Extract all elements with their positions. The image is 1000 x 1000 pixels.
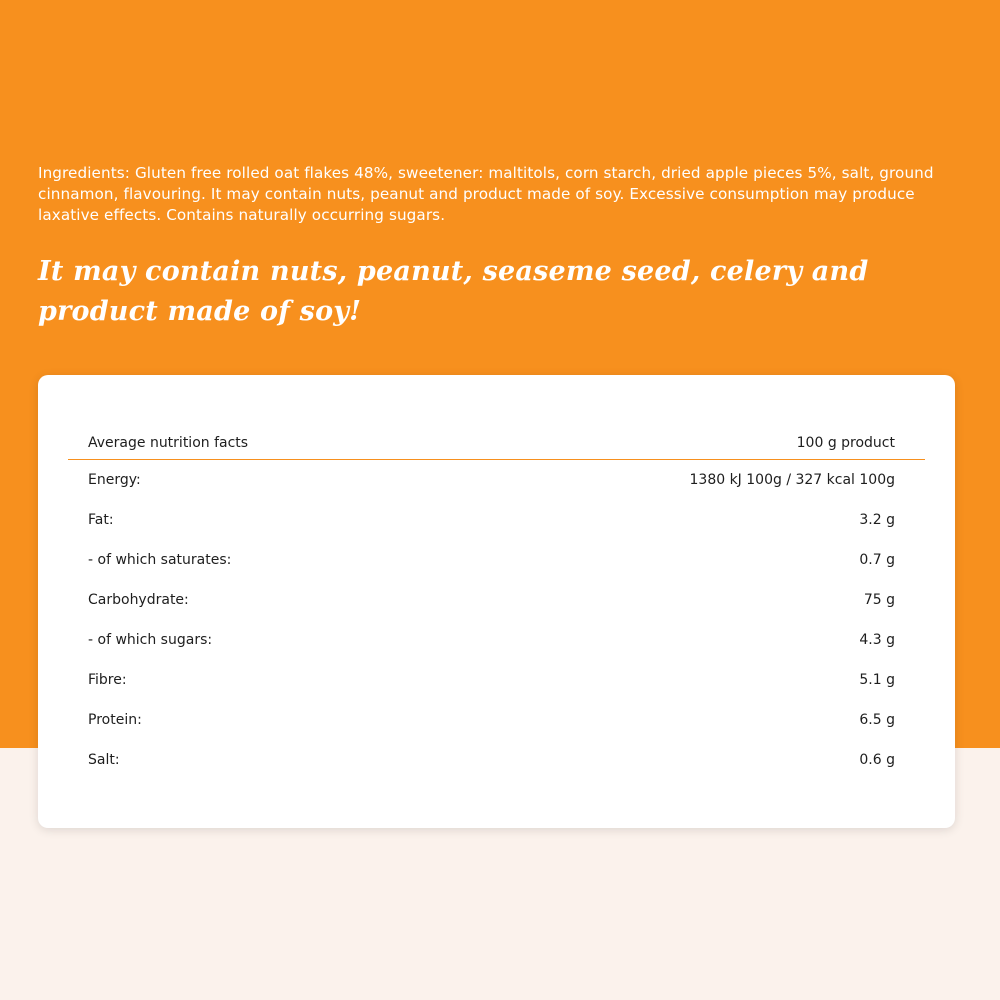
nutrition-row-label: Protein: <box>88 712 142 728</box>
nutrition-row-label: Fibre: <box>88 672 127 688</box>
allergen-warning: It may contain nuts, peanut, seaseme seed, celery and product made of soy! <box>38 256 869 327</box>
nutrition-table-body <box>68 468 925 788</box>
nutrition-row-value: 75 g <box>863 592 895 608</box>
nutrition-row-protein <box>68 708 925 748</box>
nutrition-row-salt <box>68 748 925 788</box>
nutrition-row-value: 6.5 g <box>859 712 895 728</box>
ingredients-text: Ingredients: Gluten free rolled oat flakes 48%, sweetener: maltitols, corn starch, dried apple pieces 5%, salt, ground cinnamon, flavouring. It may contain nuts, peanut and product made of soy. Excessive consumption may produce laxative effects. Contains naturally occurring sugars. <box>38 164 934 224</box>
nutrition-table-header <box>68 427 925 460</box>
nutrition-row-label: - of which sugars: <box>88 632 213 648</box>
nutrition-row-value: 0.6 g <box>859 752 895 768</box>
nutrition-row-fibre <box>68 668 925 708</box>
nutrition-header-value: 100 g product <box>796 435 895 451</box>
nutrition-row-energy <box>68 468 925 508</box>
nutrition-row-label: Carbohydrate: <box>88 592 189 608</box>
nutrition-row-value: 5.1 g <box>859 672 895 688</box>
nutrition-header-label: Average nutrition facts <box>88 435 249 451</box>
nutrition-row-fat <box>68 508 925 548</box>
nutrition-row-value: 1380 kJ 100g / 327 kcal 100g <box>689 472 895 488</box>
nutrition-row-label: Salt: <box>88 752 120 768</box>
nutrition-row-label: Fat: <box>88 512 114 528</box>
nutrition-row-value: 0.7 g <box>859 552 895 568</box>
nutrition-card <box>38 375 955 828</box>
nutrition-row-carbohydrate <box>68 588 925 628</box>
nutrition-row-sugars <box>68 628 925 668</box>
nutrition-row-value: 3.2 g <box>859 512 895 528</box>
nutrition-row-label: - of which saturates: <box>88 552 232 568</box>
nutrition-row-label: Energy: <box>88 472 141 488</box>
nutrition-row-saturates <box>68 548 925 588</box>
nutrition-row-value: 4.3 g <box>859 632 895 648</box>
